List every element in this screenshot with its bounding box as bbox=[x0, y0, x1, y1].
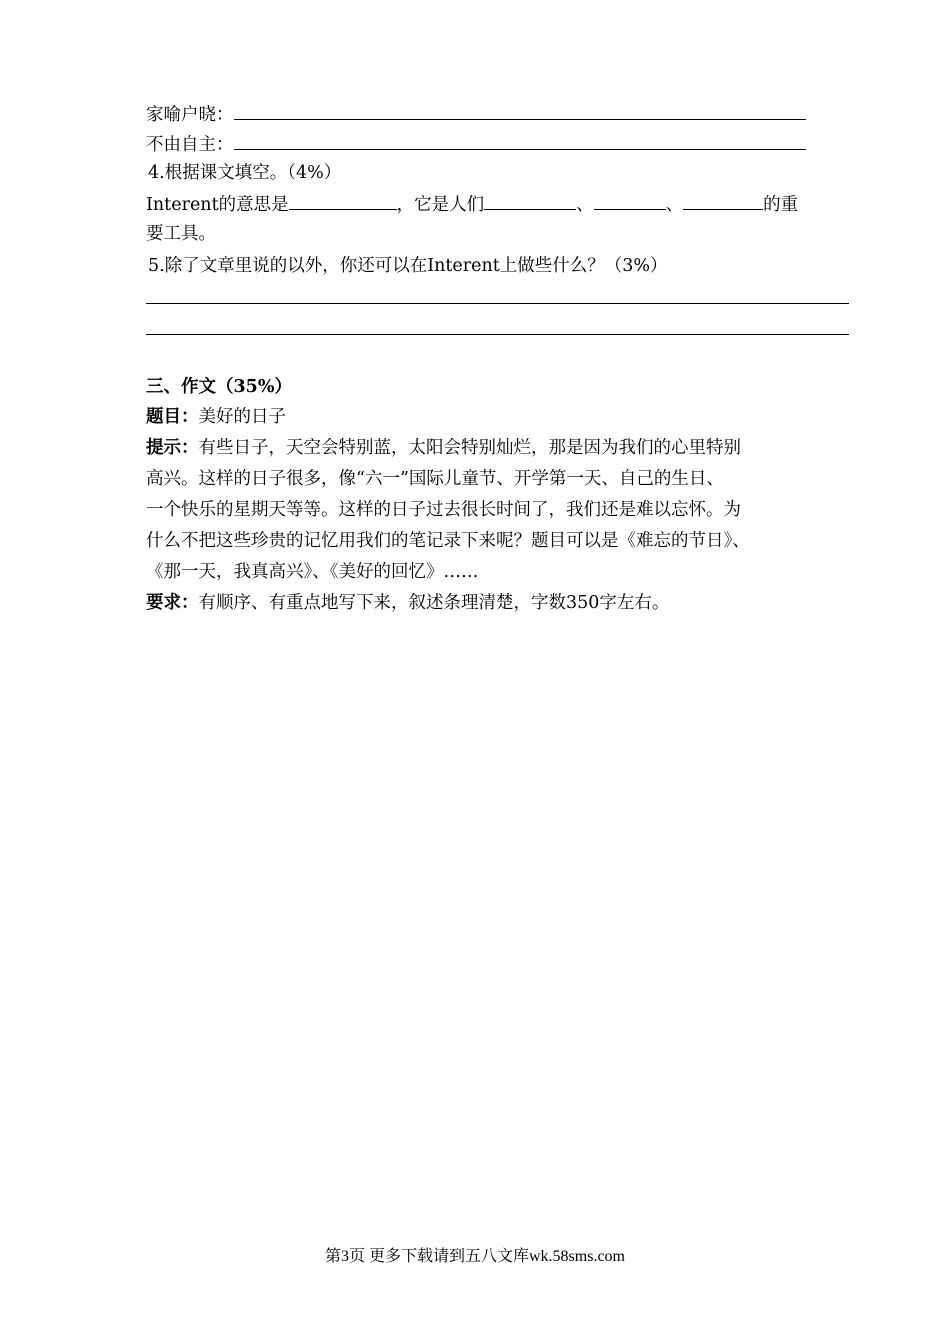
hint-line-3: 一个快乐的星期天等等。这样的日子过去很长时间了，我们还是难以忘怀。为 bbox=[146, 500, 741, 520]
q4-blank-3[interactable] bbox=[594, 192, 666, 210]
topic-text: 美好的日子 bbox=[198, 407, 286, 427]
q4-blank-2[interactable] bbox=[484, 192, 576, 210]
q4-blank-4[interactable] bbox=[683, 192, 763, 210]
answer-blank[interactable] bbox=[234, 102, 806, 120]
answer-blank[interactable] bbox=[234, 132, 806, 150]
question-4-line2: 要工具。 bbox=[146, 224, 216, 244]
answer-line-1[interactable] bbox=[146, 303, 849, 304]
answer-line-2[interactable] bbox=[146, 334, 849, 335]
hint-line-5: 《那一天，我真高兴》、《美好的回忆》…… bbox=[146, 562, 479, 582]
requirements-line bbox=[146, 592, 669, 614]
question-4-sentence bbox=[146, 192, 798, 216]
q4-text-a: Interent的意思是 bbox=[146, 195, 289, 215]
hint-line-4: 什么不把这些珍贵的记忆用我们的笔记录下来呢？题目可以是《难忘的节日》、 bbox=[146, 531, 750, 551]
hint-text: 有些日子，天空会特别蓝，太阳会特别灿烂，那是因为我们的心里特别 bbox=[198, 438, 741, 458]
composition-topic bbox=[146, 406, 286, 428]
composition-heading: 三、作文（35%） bbox=[146, 377, 292, 397]
topic-label: 题目： bbox=[146, 407, 199, 427]
vocab-item-1 bbox=[146, 102, 806, 126]
requirements-text: 有顺序、有重点地写下来，叙述条理清楚，字数350字左右。 bbox=[198, 593, 670, 613]
q4-text-c: 的重 bbox=[763, 195, 799, 215]
hint-label: 提示： bbox=[146, 438, 199, 458]
q4-separator: 、 bbox=[665, 195, 684, 215]
vocab-term: 不由自主： bbox=[146, 135, 234, 155]
hint-line-2: 高兴。这样的日子很多，像“六一”国际儿童节、开学第一天、自己的生日、 bbox=[146, 469, 724, 489]
question-5-title: 5.除了文章里说的以外，你还可以在Interent上做些什么？（3%） bbox=[148, 256, 668, 276]
requirements-label: 要求： bbox=[146, 593, 199, 613]
page-footer: 第3页 更多下载请到五八文库wk.58sms.com bbox=[324, 1248, 625, 1265]
q4-blank-1[interactable] bbox=[289, 192, 397, 210]
question-4-title: 4.根据课文填空。（4%） bbox=[148, 163, 342, 183]
q4-text-b: ，它是人们 bbox=[396, 195, 485, 215]
q4-separator: 、 bbox=[576, 195, 594, 215]
vocab-item-2 bbox=[146, 132, 806, 156]
vocab-term: 家喻户晓： bbox=[146, 105, 234, 125]
hint-line-1 bbox=[146, 437, 741, 459]
